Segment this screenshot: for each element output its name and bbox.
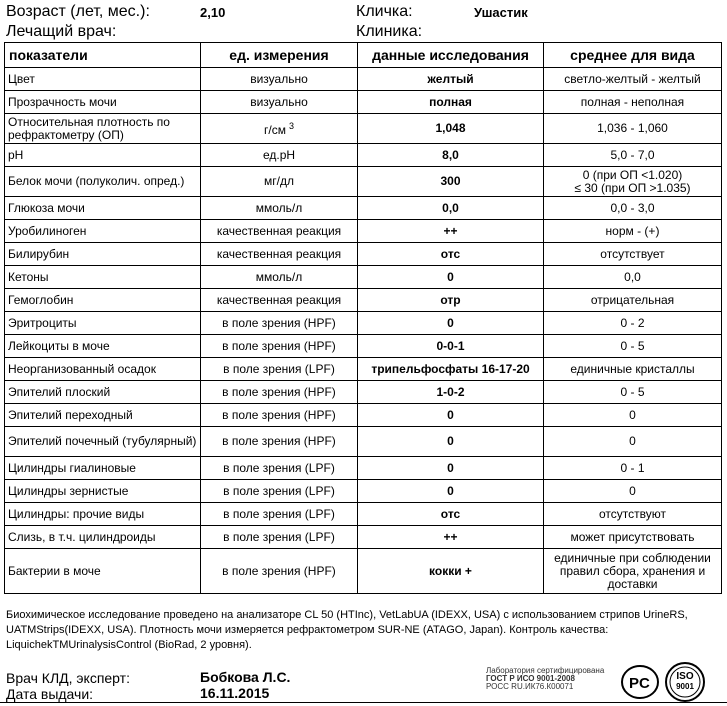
column-header-indicator: показатели (5, 43, 201, 68)
table-row (5, 335, 722, 358)
result-cell (358, 457, 544, 480)
unit-cell (201, 68, 358, 91)
indicator-cell-text: Гемоглобин (8, 292, 74, 307)
unit-cell (201, 243, 358, 266)
result-cell-text: отс (440, 246, 461, 261)
result-cell-text: отр (440, 292, 461, 307)
indicator-cell (5, 289, 201, 312)
indicator-cell-text: Билирубин (8, 246, 70, 261)
norm-cell (544, 358, 722, 381)
certification-text (486, 667, 604, 691)
result-cell (358, 427, 544, 457)
norm-cell (544, 503, 722, 526)
indicator-cell-text: Эритроциты (8, 315, 77, 330)
unit-cell-text: в поле зрения (LPF) (223, 506, 335, 521)
result-cell (358, 549, 544, 594)
indicator-cell-text: Эпителий почечный (тубулярный) (8, 434, 197, 448)
result-cell (358, 266, 544, 289)
unit-cell (201, 289, 358, 312)
result-cell-text: 0 (447, 269, 454, 284)
indicator-cell-text: Эпителий плоский (8, 384, 111, 399)
column-header-unit: ед. измерения (201, 43, 358, 68)
indicator-cell-text: pH (8, 147, 24, 162)
result-cell-text: отс (440, 506, 461, 521)
norm-cell-text: единичные при соблюдении правил сбора, хранения и доставки (554, 550, 711, 591)
norm-cell (544, 167, 722, 197)
cert-line-1: Лаборатория сертифицирована (486, 666, 605, 675)
unit-cell-text: визуально (250, 94, 308, 109)
indicator-cell (5, 167, 201, 197)
unit-cell (201, 480, 358, 503)
nick-label: Кличка: (356, 3, 413, 20)
unit-cell-text: в поле зрения (LPF) (223, 460, 335, 475)
table-header-row (5, 43, 722, 68)
indicator-cell-text: Бактерии в моче (8, 563, 101, 578)
norm-cell-text: 0 - 2 (620, 315, 645, 330)
table-row (5, 266, 722, 289)
indicator-cell-text: Кетоны (8, 269, 49, 284)
result-cell (358, 114, 544, 144)
indicator-cell-text: Цилиндры: прочие виды (8, 506, 145, 521)
norm-cell (544, 404, 722, 427)
norm-cell-text: 0 - 5 (620, 384, 645, 399)
indicator-cell-text: Цилиндры зернистые (8, 483, 129, 498)
norm-cell (544, 114, 722, 144)
unit-cell-text: в поле зрения (HPF) (222, 563, 336, 578)
indicator-cell (5, 266, 201, 289)
unit-cell (201, 427, 358, 457)
result-cell (358, 358, 544, 381)
unit-cell-text: в поле зрения (HPF) (222, 315, 336, 330)
table-row (5, 549, 722, 594)
indicator-cell (5, 220, 201, 243)
result-cell (358, 381, 544, 404)
result-cell-text: 0 (447, 407, 454, 422)
table-row (5, 526, 722, 549)
table-row (5, 289, 722, 312)
indicator-cell-text: Эпителий переходный (8, 407, 133, 422)
norm-cell-text: отрицательная (590, 292, 675, 307)
norm-cell-text: 0 (629, 407, 636, 422)
unit-cell-text: качественная реакция (216, 292, 342, 307)
norm-cell (544, 91, 722, 114)
result-cell-text: 0 (447, 460, 454, 475)
result-cell (358, 289, 544, 312)
unit-cell (201, 197, 358, 220)
indicator-cell-text: Цвет (8, 71, 35, 86)
result-cell-text: 0 (447, 434, 454, 448)
result-cell (358, 243, 544, 266)
indicator-cell-text: Уробилиноген (8, 223, 87, 238)
table-row (5, 503, 722, 526)
unit-cell (201, 167, 358, 197)
result-cell (358, 480, 544, 503)
column-header-result: данные исследования (358, 43, 544, 68)
result-cell-text: ++ (443, 529, 458, 544)
indicator-cell-text: Прозрачность мочи (8, 94, 117, 109)
indicator-cell (5, 197, 201, 220)
result-cell-text: 0-0-1 (436, 338, 465, 353)
cert-line-3: РОСС RU.ИК76.К00071 (486, 682, 574, 691)
result-cell (358, 335, 544, 358)
norm-cell (544, 220, 722, 243)
unit-cell-text: в поле зрения (HPF) (222, 384, 336, 399)
nick-value: Ушастик (474, 5, 528, 20)
indicator-cell (5, 503, 201, 526)
norm-cell-text: 0,0 (624, 269, 641, 284)
unit-cell (201, 457, 358, 480)
doctor-label: Лечащий врач: (6, 23, 117, 40)
unit-cell-text: ммоль/л (255, 269, 303, 284)
iso-text-2: 9001 (676, 682, 694, 691)
age-label: Возраст (лет, мес.): (6, 3, 150, 20)
unit-cell (201, 312, 358, 335)
result-cell (358, 404, 544, 427)
norm-cell-text: 0,0 - 3,0 (610, 200, 655, 215)
indicator-cell (5, 243, 201, 266)
unit-cell (201, 404, 358, 427)
norm-cell-text: 5,0 - 7,0 (610, 147, 655, 162)
indicator-cell-text: Лейкоциты в моче (8, 338, 110, 353)
footer-doctor-value: Бобкова Л.С. (200, 669, 291, 685)
table-row (5, 144, 722, 167)
unit-superscript: 3 (288, 121, 294, 131)
unit-cell (201, 526, 358, 549)
unit-cell (201, 549, 358, 594)
indicator-cell-text: Белок мочи (полуколич. опред.) (8, 174, 185, 188)
result-cell (358, 144, 544, 167)
unit-cell-text: качественная реакция (216, 246, 342, 261)
unit-cell-text: ммоль/л (255, 200, 303, 215)
norm-cell (544, 197, 722, 220)
result-cell-text: 1,048 (435, 121, 466, 135)
cert-line-2: ГОСТ Р ИСО 9001-2008 (486, 674, 575, 683)
indicator-cell (5, 549, 201, 594)
result-cell (358, 91, 544, 114)
unit-cell (201, 266, 358, 289)
table-row (5, 197, 722, 220)
indicator-cell (5, 114, 201, 144)
norm-cell-text: полная - неполная (580, 94, 685, 109)
result-cell-text: 0,0 (442, 200, 459, 215)
norm-cell (544, 381, 722, 404)
result-cell (358, 167, 544, 197)
table-row (5, 114, 722, 144)
clinic-label: Клиника: (356, 23, 423, 40)
result-cell-text: кокки + (429, 563, 472, 578)
indicator-cell (5, 526, 201, 549)
table-row (5, 404, 722, 427)
result-cell-text: желтый (427, 71, 474, 86)
indicator-cell (5, 335, 201, 358)
unit-cell-text: мг/дл (264, 174, 294, 188)
unit-cell-text: в поле зрения (LPF) (223, 529, 335, 544)
norm-cell (544, 549, 722, 594)
result-cell (358, 68, 544, 91)
result-cell-text: 8,0 (442, 147, 459, 162)
unit-cell (201, 503, 358, 526)
result-cell-text: 300 (440, 174, 461, 188)
indicator-cell (5, 68, 201, 91)
norm-cell (544, 144, 722, 167)
norm-cell (544, 457, 722, 480)
result-cell-text: ++ (443, 223, 458, 238)
unit-cell-text: в поле зрения (HPF) (222, 338, 336, 353)
norm-cell-text: 0 - 1 (620, 460, 645, 475)
footer-doctor-label: Врач КЛД, эксперт: (6, 670, 130, 686)
gost-certification-logo (620, 664, 660, 700)
unit-cell (201, 114, 358, 144)
indicator-cell-text: Относительная плотность по рефрактометру (ОП) (8, 114, 170, 142)
table-row (5, 243, 722, 266)
indicator-cell-text: Глюкоза мочи (8, 200, 85, 215)
norm-cell-text: норм - (+) (605, 223, 660, 238)
result-cell-text: 0 (447, 483, 454, 498)
table-row (5, 91, 722, 114)
norm-cell-text: отсутствует (600, 246, 665, 261)
table-row (5, 312, 722, 335)
result-cell (358, 197, 544, 220)
iso-logo (664, 661, 706, 703)
result-cell (358, 503, 544, 526)
unit-cell-text: в поле зрения (HPF) (222, 407, 336, 422)
age-value: 2,10 (200, 5, 226, 20)
norm-cell-text: 0 (при ОП <1.020) ≤ 30 (при ОП >1.035) (574, 167, 691, 195)
unit-cell-text: в поле зрения (HPF) (222, 434, 336, 448)
table-row (5, 167, 722, 197)
unit-cell-text: г/см (264, 123, 286, 137)
norm-cell-text: 1,036 - 1,060 (597, 121, 668, 135)
column-header-norm: среднее для вида (544, 43, 722, 68)
norm-cell-text: светло-желтый - желтый (564, 71, 701, 86)
indicator-cell (5, 427, 201, 457)
svg-text:PC: PC (629, 675, 650, 692)
table-row (5, 381, 722, 404)
norm-cell (544, 68, 722, 91)
norm-cell (544, 266, 722, 289)
unit-cell (201, 220, 358, 243)
indicator-cell-text: Цилиндры гиалиновые (8, 460, 136, 475)
indicator-cell (5, 381, 201, 404)
norm-cell (544, 526, 722, 549)
norm-cell (544, 312, 722, 335)
norm-cell-text: может присутствовать (570, 529, 695, 544)
norm-cell (544, 243, 722, 266)
norm-cell-text: 0 - 5 (620, 338, 645, 353)
table-row (5, 220, 722, 243)
indicator-cell (5, 457, 201, 480)
indicator-cell (5, 312, 201, 335)
table-row (5, 427, 722, 457)
table-row (5, 480, 722, 503)
unit-cell-text: качественная реакция (216, 223, 342, 238)
result-cell-text: 1-0-2 (436, 384, 465, 399)
table-row (5, 68, 722, 91)
indicator-cell (5, 358, 201, 381)
indicator-cell (5, 91, 201, 114)
norm-cell-text: единичные кристаллы (570, 361, 695, 376)
norm-cell (544, 427, 722, 457)
result-cell (358, 526, 544, 549)
result-cell-text: трипельфосфаты 16-17-20 (371, 361, 530, 376)
unit-cell-text: в поле зрения (LPF) (223, 361, 335, 376)
unit-cell (201, 91, 358, 114)
unit-cell (201, 358, 358, 381)
indicator-cell (5, 144, 201, 167)
analysis-note: Биохимическое исследование проведено на анализаторе CL 50 (HTInc), VetLabUA (IDEXX, USA) с использованием стрипов UrineRS, UATMStrips(IDEXX, USA). Плотность мочи измеряется рефрактометром SUR-NE (ATAGO, Japan). Контроль качества: LiquichekTMUrinalysisControl (BioRad, 2 уровня). (6, 609, 688, 651)
results-table (4, 42, 722, 594)
result-cell-text: 0 (447, 315, 454, 330)
unit-cell (201, 335, 358, 358)
unit-cell-text: ед.pH (262, 147, 296, 162)
indicator-cell-text: Слизь, в т.ч. цилиндроиды (8, 529, 156, 544)
unit-cell-text: визуально (250, 71, 308, 86)
norm-cell (544, 335, 722, 358)
table-row (5, 457, 722, 480)
footer-date-label: Дата выдачи: (6, 686, 94, 702)
norm-cell-text: 0 (629, 434, 636, 448)
unit-cell (201, 144, 358, 167)
iso-text-1: ISO (676, 671, 694, 682)
indicator-cell (5, 480, 201, 503)
result-cell (358, 220, 544, 243)
indicator-cell-text: Неорганизованный осадок (8, 361, 156, 376)
footer-date-value: 16.11.2015 (200, 685, 270, 701)
result-cell (358, 312, 544, 335)
indicator-cell (5, 404, 201, 427)
cut-off-edge (0, 700, 727, 706)
norm-cell (544, 480, 722, 503)
norm-cell-text: отсутствуют (599, 506, 666, 521)
norm-cell-text: 0 (629, 483, 636, 498)
unit-cell-text: в поле зрения (LPF) (223, 483, 335, 498)
unit-cell (201, 381, 358, 404)
table-row (5, 358, 722, 381)
norm-cell (544, 289, 722, 312)
result-cell-text: полная (429, 94, 472, 109)
